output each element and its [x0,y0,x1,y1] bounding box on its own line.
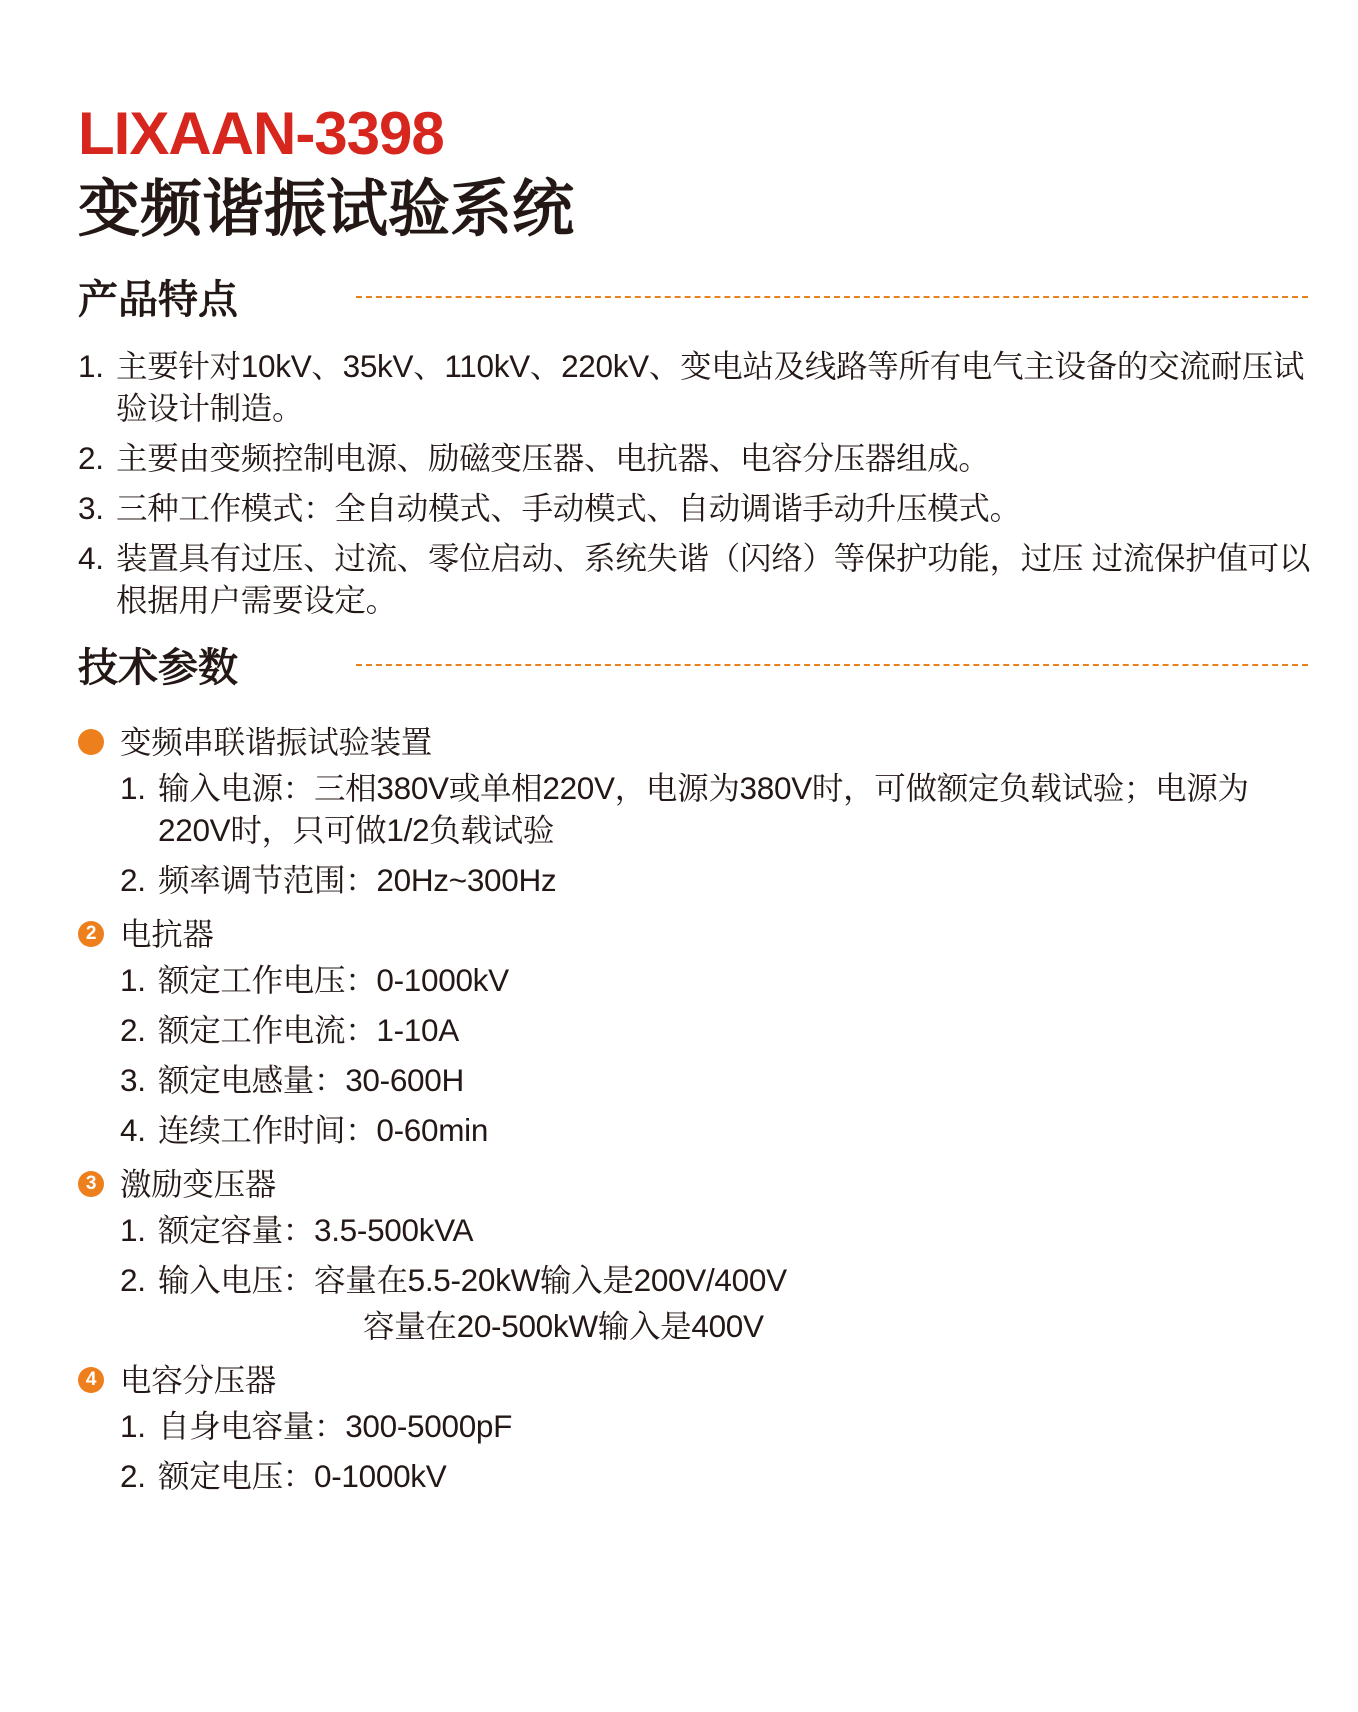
param-number: 3. [120,1062,146,1098]
feature-text: 主要针对10kV、35kV、110kV、220kV、变电站及线路等所有电气主设备的交流耐压试验设计制造。 [116,348,1305,426]
params-heading-row [78,636,1308,692]
param-number: 1. [120,770,146,806]
feature-number: 3. [78,490,104,526]
param-number: 2. [120,1012,146,1048]
feature-item [78,345,1318,429]
feature-number: 1. [78,348,104,384]
features-heading-row [78,268,1308,324]
param-text: 额定工作电压：0-1000kV [158,962,509,998]
feature-text: 装置具有过压、过流、零位启动、系统失谐（闪络）等保护功能，过压 过流保护值可以根据用户需要设定。 [116,540,1311,618]
param-item [78,1059,1318,1101]
dotted-divider [356,296,1308,298]
param-number: 1. [120,1408,146,1444]
orange-bullet-icon [78,729,104,755]
param-item [78,959,1318,1001]
param-text: 额定容量：3.5-500kVA [158,1212,474,1248]
param-item [78,1109,1318,1151]
feature-item [78,537,1318,621]
param-item [78,859,1318,901]
param-group-title: 电容分压器 [120,1362,277,1398]
param-group-header [78,1159,1318,1209]
param-group-header [78,717,1318,767]
param-text: 输入电源：三相380V或单相220V，电源为380V时，可做额定负载试验；电源为 220V时，只可做1/2负载试验 [158,770,1249,848]
number-badge-icon: 2 [78,921,104,947]
param-text: 频率调节范围：20Hz~300Hz [158,862,557,898]
param-text: 额定电感量：30-600H [158,1062,464,1098]
param-item [78,1259,1318,1301]
param-item [78,1405,1318,1447]
product-model: LIXAAN-3398 [78,100,444,167]
number-badge-icon: 4 [78,1367,104,1393]
param-item [78,1209,1318,1251]
param-text: 额定工作电流：1-10A [158,1012,459,1048]
feature-text: 主要由变频控制电源、励磁变压器、电抗器、电容分压器组成。 [116,440,990,476]
features-list [78,345,1318,629]
features-heading: 产品特点 [78,277,238,322]
param-item [78,1009,1318,1051]
feature-number: 4. [78,540,104,576]
feature-number: 2. [78,440,104,476]
param-text: 连续工作时间：0-60min [158,1112,489,1148]
param-number: 4. [120,1112,146,1148]
param-group-title: 变频串联谐振试验装置 [120,724,433,760]
param-group-title: 电抗器 [120,916,214,952]
param-number: 2. [120,1458,146,1494]
feature-item [78,487,1318,529]
param-item [78,1455,1318,1497]
param-number: 2. [120,1262,146,1298]
feature-item [78,437,1318,479]
param-text: 输入电压：容量在5.5-20kW输入是200V/400V [158,1262,787,1298]
params-list [78,717,1318,1505]
feature-text: 三种工作模式：全自动模式、手动模式、自动调谐手动升压模式。 [116,490,1021,526]
number-badge-icon: 3 [78,1171,104,1197]
param-number: 1. [120,962,146,998]
param-text: 额定电压：0-1000kV [158,1458,447,1494]
param-continuation: 容量在20-500kW输入是400V [363,1308,764,1344]
param-group-title: 激励变压器 [120,1166,277,1202]
param-item [78,767,1318,851]
param-text: 自身电容量：300-5000pF [158,1408,513,1444]
param-group-header [78,1355,1318,1405]
params-heading: 技术参数 [78,645,238,690]
dotted-divider [356,664,1308,666]
param-group-header [78,909,1318,959]
param-number: 1. [120,1212,146,1248]
param-number: 2. [120,862,146,898]
product-title: 变频谐振试验系统 [78,175,575,244]
